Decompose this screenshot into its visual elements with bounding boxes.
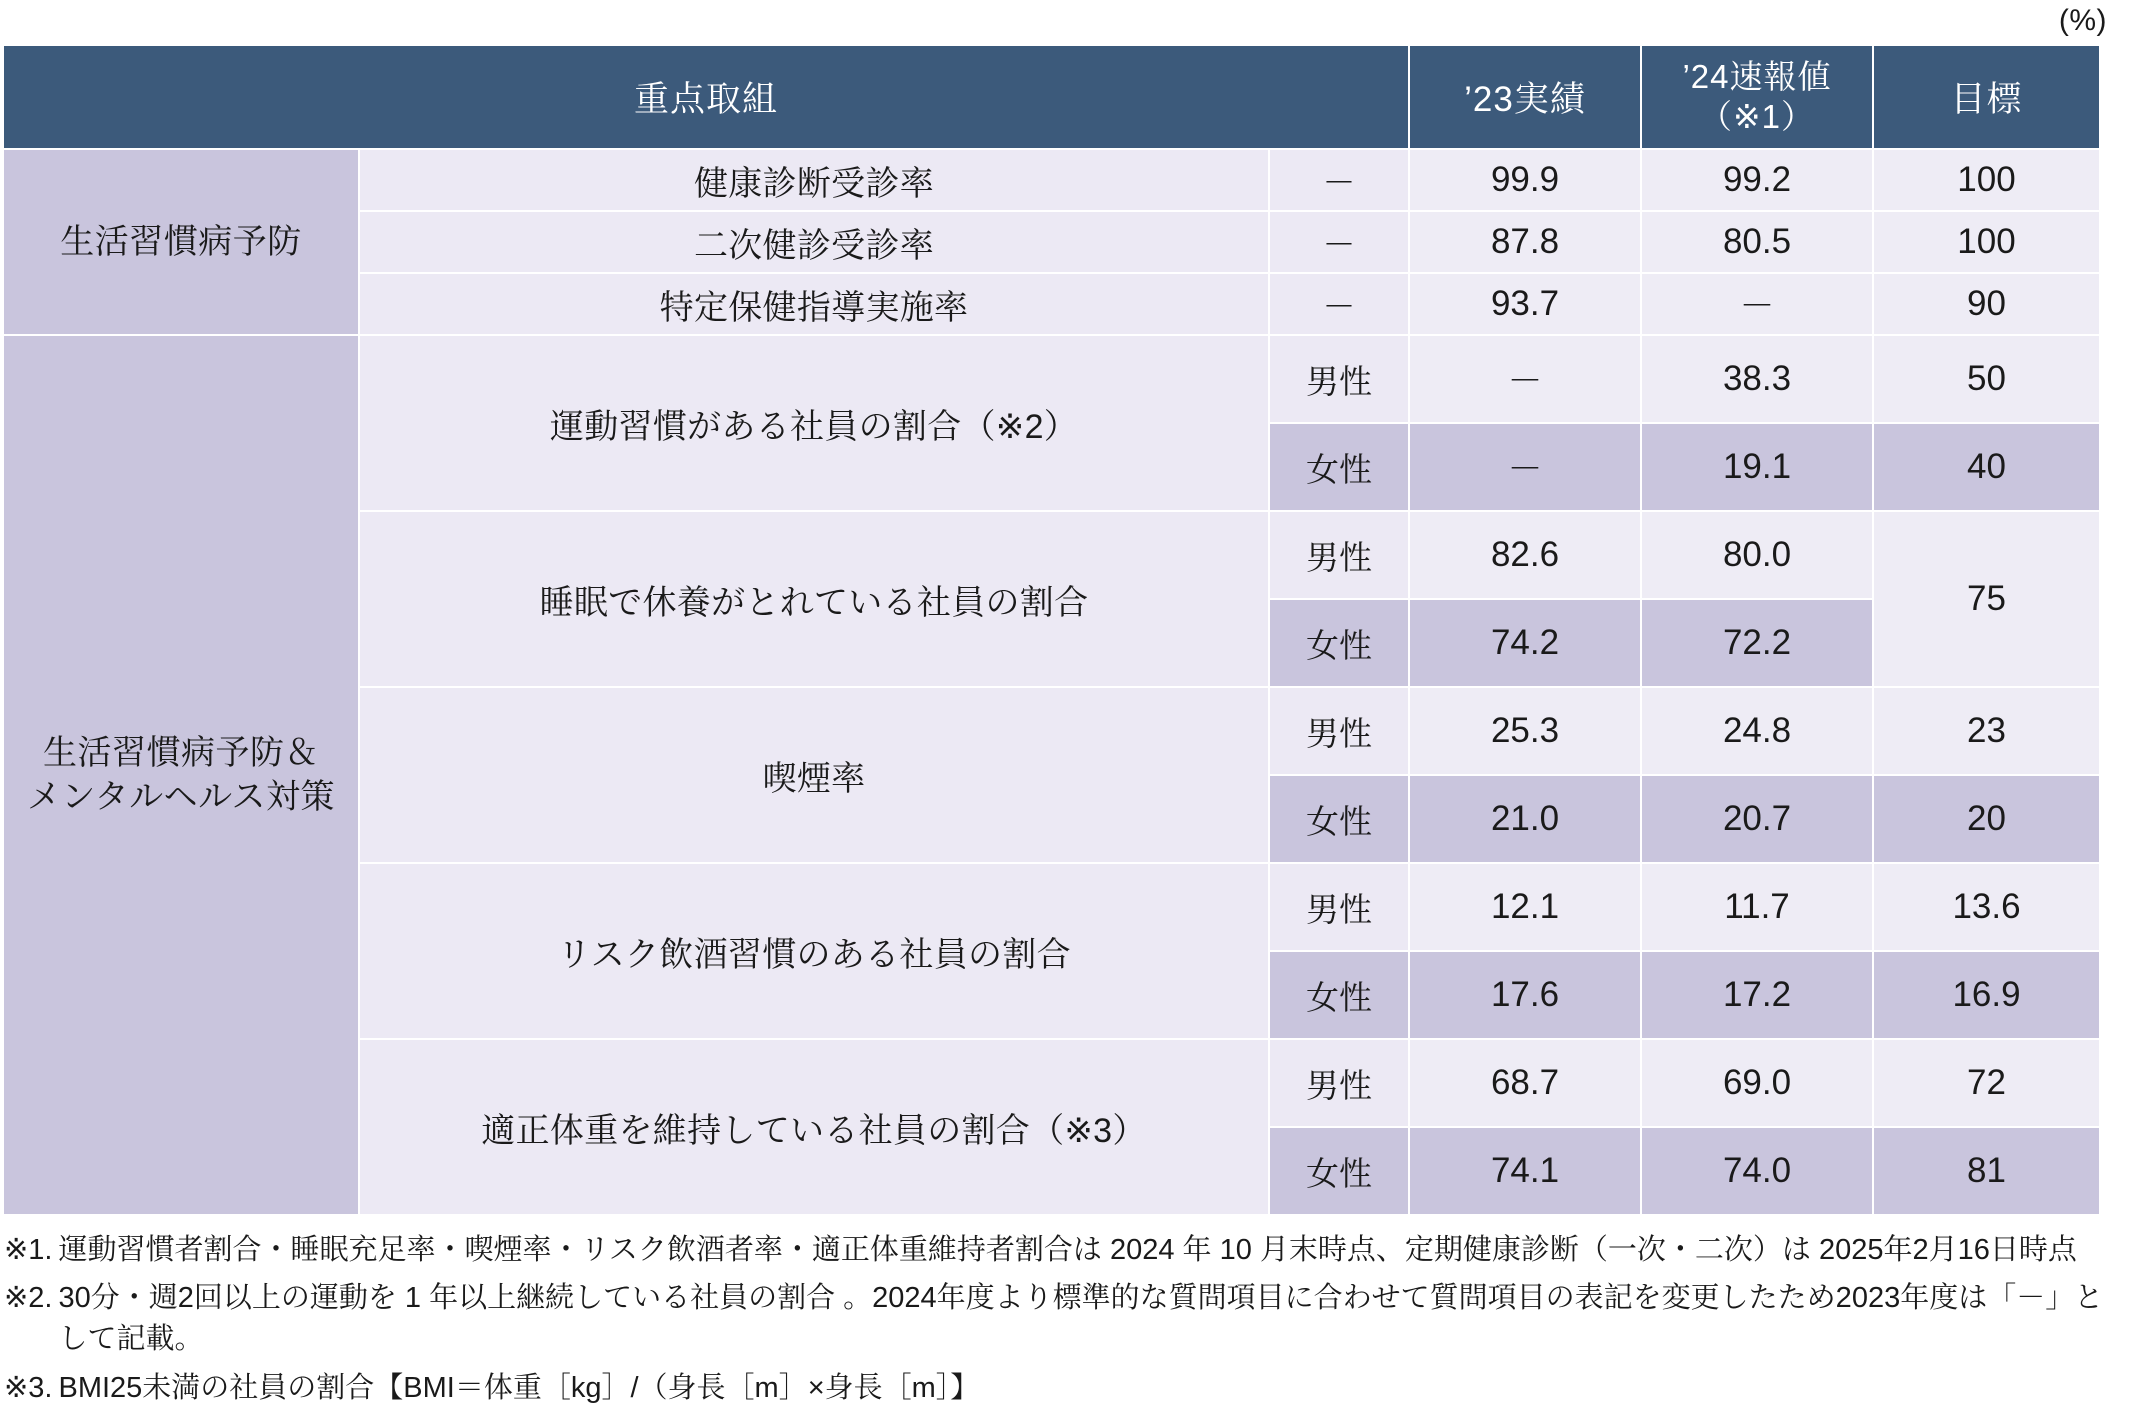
value-result-23: 74.1: [1409, 1127, 1641, 1215]
value-result-23: 12.1: [1409, 863, 1641, 951]
item-label: 健康診断受診率: [359, 149, 1269, 211]
value-result-23: 21.0: [1409, 775, 1641, 863]
value-result-23: －: [1409, 423, 1641, 511]
value-target: 75: [1873, 511, 2100, 687]
value-target: 72: [1873, 1039, 2100, 1127]
footnote-1-mark: ※1.: [4, 1234, 53, 1266]
value-result-23: 87.8: [1409, 211, 1641, 273]
footnotes: [4, 1230, 2129, 1409]
value-result-23: 99.9: [1409, 149, 1641, 211]
value-flash-24: －: [1641, 273, 1873, 335]
health-kpi-table: [2, 44, 2101, 1216]
gender-label: 女性: [1269, 775, 1409, 863]
item-label: 特定保健指導実施率: [359, 273, 1269, 335]
gender-label: －: [1269, 149, 1409, 211]
header-item: 重点取組: [3, 45, 1409, 149]
gender-label: 女性: [1269, 599, 1409, 687]
category-label-line2: メンタルヘルス対策: [26, 778, 336, 816]
value-target: 16.9: [1873, 951, 2100, 1039]
gender-label: 男性: [1269, 335, 1409, 423]
value-flash-24: 74.0: [1641, 1127, 1873, 1215]
value-result-23: 68.7: [1409, 1039, 1641, 1127]
value-result-23: －: [1409, 335, 1641, 423]
gender-label: 男性: [1269, 1039, 1409, 1127]
category-lifestyle-and-mental: [3, 335, 359, 1215]
item-label: 二次健診受診率: [359, 211, 1269, 273]
value-target: 13.6: [1873, 863, 2100, 951]
unit-label: (%): [2058, 4, 2107, 37]
value-result-23: 74.2: [1409, 599, 1641, 687]
value-flash-24: 20.7: [1641, 775, 1873, 863]
footnote-1-text: 運動習慣者割合・睡眠充足率・喫煙率・リスク飲酒者率・適正体重維持者割合は 2024 年 10 月末時点、定期健康診断（一次・二次）は 2025年2月16日時点: [58, 1234, 2077, 1266]
table-row: [3, 149, 2100, 211]
header-flash-24-line2: （※1）: [1698, 98, 1815, 135]
header-result-23: ’23実績: [1409, 45, 1641, 149]
item-label: 喫煙率: [359, 687, 1269, 863]
footnote-3-mark: ※3.: [4, 1371, 53, 1404]
gender-label: 男性: [1269, 687, 1409, 775]
value-target: 23: [1873, 687, 2100, 775]
footnote-2-text: 30分・週2回以上の運動を 1 年以上継続している社員の割合 。2024年度より標準的な質問項目に合わせて質問項目の表記を変更したため2023年度は「－」として記載。: [58, 1282, 2104, 1356]
gender-label: 女性: [1269, 951, 1409, 1039]
value-target: 90: [1873, 273, 2100, 335]
value-target: 20: [1873, 775, 2100, 863]
value-result-23: 93.7: [1409, 273, 1641, 335]
value-flash-24: 80.5: [1641, 211, 1873, 273]
gender-label: －: [1269, 211, 1409, 273]
table-row: [3, 335, 2100, 423]
table-header-row: [3, 45, 2100, 149]
value-flash-24: 38.3: [1641, 335, 1873, 423]
value-flash-24: 80.0: [1641, 511, 1873, 599]
category-label-line1: 生活習慣病予防＆: [43, 733, 319, 772]
item-label: 睡眠で休養がとれている社員の割合: [359, 511, 1269, 687]
value-result-23: 25.3: [1409, 687, 1641, 775]
value-flash-24: 17.2: [1641, 951, 1873, 1039]
value-target: 100: [1873, 211, 2100, 273]
footnote-3-text: BMI25未満の社員の割合【BMI＝体重［kg］/（身長［m］×身長［m］】: [58, 1371, 980, 1404]
value-flash-24: 24.8: [1641, 687, 1873, 775]
gender-label: 男性: [1269, 511, 1409, 599]
value-flash-24: 99.2: [1641, 149, 1873, 211]
value-result-23: 17.6: [1409, 951, 1641, 1039]
value-target: 81: [1873, 1127, 2100, 1215]
footnote-3: [4, 1368, 2129, 1409]
footnote-2: [4, 1278, 2129, 1360]
value-flash-24: 72.2: [1641, 599, 1873, 687]
gender-label: 女性: [1269, 1127, 1409, 1215]
header-target: 目標: [1873, 45, 2100, 149]
value-result-23: 82.6: [1409, 511, 1641, 599]
footnote-1: [4, 1230, 2129, 1271]
footnote-2-mark: ※2.: [4, 1282, 53, 1315]
gender-label: 男性: [1269, 863, 1409, 951]
header-flash-24: [1641, 45, 1873, 149]
item-label: 適正体重を維持している社員の割合（※3）: [359, 1039, 1269, 1215]
item-label: リスク飲酒習慣のある社員の割合: [359, 863, 1269, 1039]
header-flash-24-line1: ’24速報値: [1682, 57, 1832, 95]
value-flash-24: 11.7: [1641, 863, 1873, 951]
value-target: 40: [1873, 423, 2100, 511]
value-target: 100: [1873, 149, 2100, 211]
gender-label: 女性: [1269, 423, 1409, 511]
value-flash-24: 69.0: [1641, 1039, 1873, 1127]
value-target: 50: [1873, 335, 2100, 423]
value-flash-24: 19.1: [1641, 423, 1873, 511]
category-lifestyle-disease: 生活習慣病予防: [3, 149, 359, 335]
item-label: 運動習慣がある社員の割合（※2）: [359, 335, 1269, 511]
gender-label: －: [1269, 273, 1409, 335]
